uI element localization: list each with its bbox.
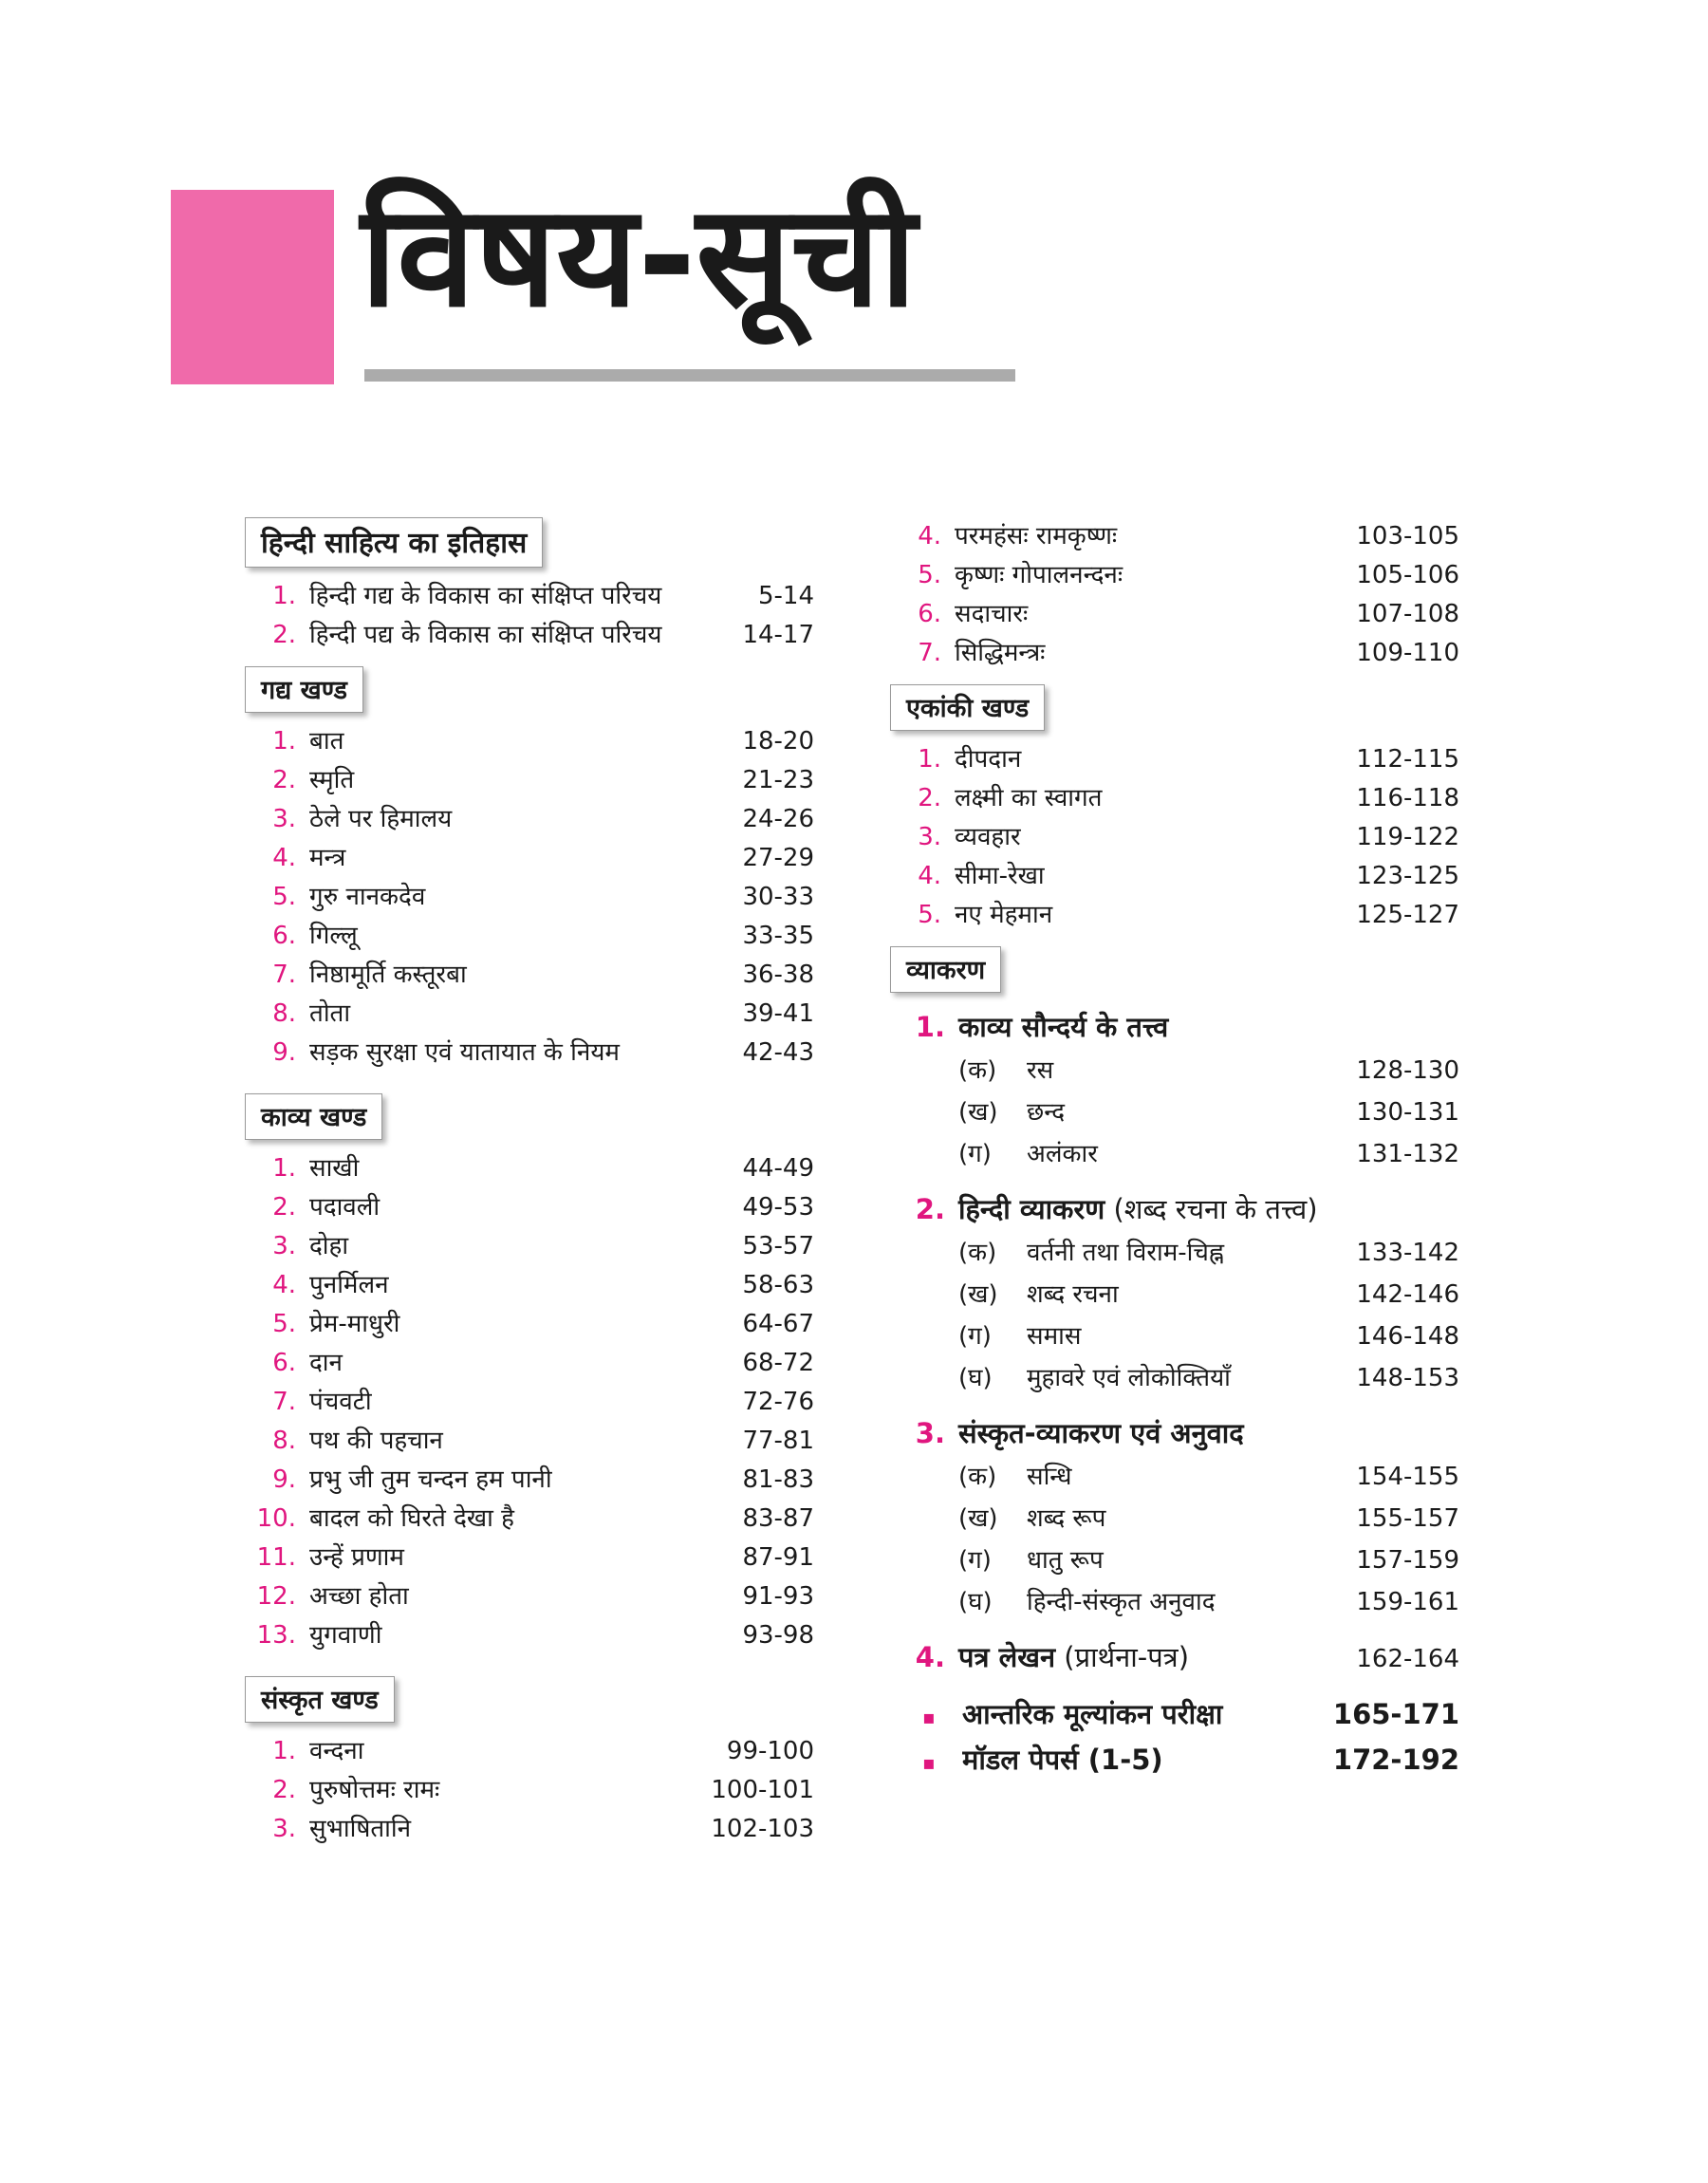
entry-number: 5. (918, 561, 941, 589)
entry-title: सिद्धिमन्त्रः (955, 639, 1046, 667)
entry-number: 2. (272, 621, 296, 649)
entry-pages: 81-83 (742, 1465, 814, 1494)
subentry-pages: 154-155 (1356, 1463, 1459, 1491)
entry-number: 1. (272, 582, 296, 610)
entry-title: पुरुषोत्तमः रामः (309, 1776, 440, 1804)
entry-pages: 77-81 (742, 1427, 814, 1455)
section-sanskrit-continued (890, 517, 1459, 673)
entry-title: हिन्दी पद्य के विकास का संक्षिप्त परिचय (309, 621, 662, 649)
subentry-pages: 133-142 (1356, 1239, 1459, 1267)
entry-number: 2. (918, 784, 941, 812)
toc-entry[interactable] (245, 1188, 814, 1227)
entry-number: 12. (256, 1582, 296, 1611)
entry-title: युगवाणी (309, 1621, 382, 1650)
entry-number: 2. (272, 1193, 296, 1222)
entry-number: 9. (272, 1465, 296, 1494)
group-subtitle: (प्रार्थना-पत्र) (1055, 1641, 1190, 1673)
toc-entry[interactable] (890, 896, 1459, 935)
entry-number: 3. (918, 823, 941, 851)
section-ekanki-khand (890, 684, 1459, 935)
entry-pages: 107-108 (1356, 600, 1459, 628)
entry-pages: 119-122 (1356, 823, 1459, 851)
subentry-title: सन्धि (1027, 1463, 1072, 1491)
square-bullet-icon: ▪ (922, 1706, 936, 1728)
group-heading[interactable] (890, 1008, 1459, 1052)
entry-title: बात (309, 727, 344, 756)
entry-title: दोहा (309, 1232, 349, 1260)
toc-entry[interactable] (245, 1227, 814, 1266)
toc-subentry[interactable] (890, 1093, 1459, 1135)
toc-entry[interactable] (245, 1461, 814, 1500)
entry-title: पथ की पहचान (309, 1427, 443, 1455)
section-heading: काव्य खण्ड (245, 1093, 382, 1140)
toc-subentry[interactable] (890, 1359, 1459, 1401)
entry-pages: 109-110 (1356, 639, 1459, 667)
bullet-title: आन्तरिक मूल्यांकन परीक्षा (962, 1698, 1223, 1730)
vyakaran-group (890, 1190, 1459, 1401)
entry-pages: 125-127 (1356, 901, 1459, 929)
entry-pages: 36-38 (742, 961, 814, 989)
subentry-letter: (ग) (958, 1322, 992, 1351)
group-number: 2. (915, 1193, 945, 1225)
toc-right-column (890, 517, 1459, 1798)
group-title: संस्कृत-व्याकरण एवं अनुवाद (958, 1417, 1244, 1449)
entry-pages: 112-115 (1356, 745, 1459, 774)
entry-number: 2. (272, 766, 296, 794)
entry-title: साखी (309, 1154, 360, 1183)
toc-entry[interactable] (890, 556, 1459, 595)
section-heading: गद्य खण्ड (245, 666, 363, 713)
entry-number: 9. (272, 1038, 296, 1067)
entry-number: 13. (256, 1621, 296, 1650)
toc-entry[interactable] (245, 995, 814, 1034)
toc-bullet-entry[interactable] (890, 1741, 1459, 1786)
entry-pages: 93-98 (742, 1621, 814, 1650)
subentry-letter: (क) (958, 1056, 997, 1085)
subentry-title: मुहावरे एवं लोकोक्तियाँ (1027, 1364, 1231, 1392)
square-bullet-icon: ▪ (922, 1751, 936, 1774)
entry-title: सुभाषितानि (309, 1815, 412, 1843)
toc-entry[interactable] (245, 800, 814, 839)
entry-pages: 116-118 (1356, 784, 1459, 812)
entry-title: पदावली (309, 1193, 381, 1222)
entry-title: दान (309, 1349, 343, 1377)
group-number: 1. (915, 1011, 945, 1043)
group-heading[interactable] (890, 1638, 1459, 1682)
entry-number: 4. (272, 844, 296, 872)
subentry-pages: 142-146 (1356, 1280, 1459, 1309)
toc-left-column (245, 517, 814, 1860)
entry-title: निष्ठामूर्ति कस्तूरबा (309, 961, 467, 989)
subentry-letter: (ख) (958, 1280, 998, 1309)
subentry-title: शब्द रूप (1027, 1504, 1106, 1533)
entry-number: 7. (918, 639, 941, 667)
entry-pages: 30-33 (742, 883, 814, 911)
subentry-pages: 157-159 (1356, 1546, 1459, 1575)
entry-number: 4. (918, 862, 941, 890)
bullet-pages: 172-192 (1332, 1744, 1459, 1776)
section-vyakaran (890, 946, 1459, 1682)
subentry-title: शब्द रचना (1027, 1280, 1119, 1309)
entry-number: 8. (272, 1427, 296, 1455)
toc-subentry[interactable] (890, 1541, 1459, 1583)
toc-entry[interactable] (245, 956, 814, 995)
entry-title: दीपदान (955, 745, 1022, 774)
entry-number: 10. (256, 1504, 296, 1533)
group-subtitle: (शब्द रचना के तत्त्व) (1105, 1193, 1318, 1225)
title-accent-block (171, 190, 334, 384)
toc-entry[interactable] (245, 1305, 814, 1344)
entry-title: उन्हें प्रणाम (309, 1543, 404, 1572)
toc-entry[interactable] (245, 1539, 814, 1577)
entry-title: परमहंसः रामकृष्णः (955, 522, 1118, 550)
section-extras (890, 1695, 1459, 1786)
entry-title: पुनर्मिलन (309, 1271, 389, 1299)
section-gadya-khand (245, 666, 814, 1073)
subentry-letter: (क) (958, 1239, 997, 1267)
entry-pages: 44-49 (742, 1154, 814, 1183)
group-heading[interactable] (890, 1414, 1459, 1458)
toc-entry[interactable] (245, 1422, 814, 1461)
entry-title: व्यवहार (955, 823, 1021, 851)
entry-pages: 49-53 (742, 1193, 814, 1222)
entry-pages: 83-87 (742, 1504, 814, 1533)
page-title: विषय-सूची (361, 175, 917, 338)
entry-title: पंचवटी (309, 1388, 372, 1416)
toc-subentry[interactable] (890, 1583, 1459, 1625)
entry-title: गुरु नानकदेव (309, 883, 426, 911)
entry-title: प्रेम-माधुरी (309, 1310, 400, 1338)
toc-entry[interactable] (245, 1344, 814, 1383)
entry-number: 6. (272, 1349, 296, 1377)
subentry-letter: (घ) (958, 1588, 993, 1616)
entry-number: 3. (272, 1232, 296, 1260)
subentry-pages: 146-148 (1356, 1322, 1459, 1351)
toc-entry[interactable] (245, 1810, 814, 1849)
entry-title: सदाचारः (955, 600, 1029, 628)
subentry-letter: (ग) (958, 1140, 992, 1168)
entry-title: प्रभु जी तुम चन्दन हम पानी (309, 1465, 552, 1494)
toc-entry[interactable] (245, 1577, 814, 1616)
subentry-title: रस (1027, 1056, 1054, 1085)
toc-entry[interactable] (245, 1771, 814, 1810)
toc-entry[interactable] (890, 779, 1459, 818)
toc-entry[interactable] (245, 1149, 814, 1188)
vyakaran-group (890, 1414, 1459, 1625)
toc-entry[interactable] (245, 722, 814, 761)
toc-subentry[interactable] (890, 1458, 1459, 1500)
entry-number: 1. (918, 745, 941, 774)
toc-subentry[interactable] (890, 1135, 1459, 1177)
subentry-pages: 159-161 (1356, 1588, 1459, 1616)
entry-pages: 18-20 (742, 727, 814, 756)
entry-pages: 21-23 (742, 766, 814, 794)
toc-entry[interactable] (890, 740, 1459, 779)
toc-entry[interactable] (245, 1266, 814, 1305)
section-heading: संस्कृत खण्ड (245, 1676, 395, 1723)
toc-entry[interactable] (890, 517, 1459, 556)
entry-number: 5. (918, 901, 941, 929)
section-heading: व्याकरण (890, 946, 1001, 993)
bullet-pages: 165-171 (1332, 1698, 1459, 1730)
entry-number: 4. (272, 1271, 296, 1299)
entry-title: सड़क सुरक्षा एवं यातायात के नियम (309, 1038, 620, 1067)
entry-title: सीमा-रेखा (955, 862, 1045, 890)
entry-number: 3. (272, 1815, 296, 1843)
toc-entry[interactable] (245, 1500, 814, 1539)
entry-number: 1. (272, 1737, 296, 1765)
entry-pages: 39-41 (742, 999, 814, 1028)
entry-pages: 105-106 (1356, 561, 1459, 589)
entry-pages: 91-93 (742, 1582, 814, 1611)
toc-entry[interactable] (890, 818, 1459, 857)
subentry-letter: (क) (958, 1463, 997, 1491)
entry-pages: 102-103 (711, 1815, 814, 1843)
entry-title: स्मृति (309, 766, 355, 794)
toc-subentry[interactable] (890, 1500, 1459, 1541)
entry-number: 7. (272, 1388, 296, 1416)
entry-title: तोता (309, 999, 351, 1028)
entry-number: 2. (272, 1776, 296, 1804)
subentry-letter: (ख) (958, 1504, 998, 1533)
subentry-title: अलंकार (1027, 1140, 1098, 1168)
entry-pages: 42-43 (742, 1038, 814, 1067)
entry-pages: 58-63 (742, 1271, 814, 1299)
group-title: काव्य सौन्दर्य के तत्त्व (958, 1011, 1169, 1043)
title-underline (364, 369, 1015, 382)
toc-entry[interactable] (890, 634, 1459, 673)
entry-pages: 68-72 (742, 1349, 814, 1377)
toc-subentry[interactable] (890, 1317, 1459, 1359)
section-sanskrit-khand (245, 1676, 814, 1849)
toc-entry[interactable] (245, 1034, 814, 1073)
toc-entry[interactable] (245, 1616, 814, 1655)
entry-pages: 87-91 (742, 1543, 814, 1572)
entry-pages: 33-35 (742, 922, 814, 950)
toc-entry[interactable] (245, 878, 814, 917)
entry-title: बादल को घिरते देखा है (309, 1504, 514, 1533)
toc-entry[interactable] (890, 857, 1459, 896)
entry-number: 5. (272, 883, 296, 911)
toc-subentry[interactable] (890, 1052, 1459, 1093)
entry-number: 4. (918, 522, 941, 550)
toc-subentry[interactable] (890, 1276, 1459, 1317)
subentry-pages: 128-130 (1356, 1056, 1459, 1085)
entry-pages: 103-105 (1356, 522, 1459, 550)
entry-number: 11. (256, 1543, 296, 1572)
section-heading: हिन्दी साहित्य का इतिहास (245, 517, 543, 568)
vyakaran-group (890, 1638, 1459, 1682)
bullet-title: मॉडल पेपर्स (1-5) (962, 1744, 1163, 1776)
entry-pages: 123-125 (1356, 862, 1459, 890)
subentry-letter: (ग) (958, 1546, 992, 1575)
entry-number: 1. (272, 727, 296, 756)
subentry-pages: 155-157 (1356, 1504, 1459, 1533)
toc-entry[interactable] (245, 1383, 814, 1422)
subentry-pages: 130-131 (1356, 1098, 1459, 1127)
entry-title: लक्ष्मी का स्वागत (955, 784, 1103, 812)
entry-pages: 14-17 (742, 621, 814, 649)
entry-pages: 24-26 (742, 805, 814, 833)
toc-entry[interactable] (245, 616, 814, 655)
subentry-letter: (घ) (958, 1364, 993, 1392)
subentry-title: हिन्दी-संस्कृत अनुवाद (1027, 1588, 1216, 1616)
entry-title: नए मेहमान (955, 901, 1053, 929)
section-kavya-khand (245, 1093, 814, 1655)
toc-bullet-entry[interactable] (890, 1695, 1459, 1741)
group-pages: 162-164 (1356, 1645, 1459, 1673)
toc-entry[interactable] (245, 761, 814, 800)
subentry-pages: 148-153 (1356, 1364, 1459, 1392)
entry-number: 6. (918, 600, 941, 628)
group-number: 4. (915, 1641, 945, 1673)
entry-title: मन्त्र (309, 844, 346, 872)
group-title: हिन्दी व्याकरण (958, 1193, 1105, 1225)
subentry-pages: 131-132 (1356, 1140, 1459, 1168)
entry-pages: 5-14 (757, 582, 814, 610)
subentry-title: धातु रूप (1027, 1546, 1104, 1575)
toc-entry[interactable] (890, 595, 1459, 634)
group-heading[interactable] (890, 1190, 1459, 1234)
entry-pages: 64-67 (742, 1310, 814, 1338)
entry-number: 3. (272, 805, 296, 833)
entry-number: 7. (272, 961, 296, 989)
entry-pages: 100-101 (711, 1776, 814, 1804)
entry-title: वन्दना (309, 1737, 364, 1765)
subentry-title: समास (1027, 1322, 1082, 1351)
subentry-title: वर्तनी तथा विराम-चिह्न (1027, 1239, 1225, 1267)
entry-pages: 27-29 (742, 844, 814, 872)
entry-pages: 99-100 (726, 1737, 814, 1765)
subentry-letter: (ख) (958, 1098, 998, 1127)
toc-entry[interactable] (245, 839, 814, 878)
subentry-title: छन्द (1027, 1098, 1066, 1127)
group-number: 3. (915, 1417, 945, 1449)
vyakaran-group (890, 1008, 1459, 1177)
toc-entry[interactable] (245, 1732, 814, 1771)
entry-number: 1. (272, 1154, 296, 1183)
section-heading: एकांकी खण्ड (890, 684, 1045, 731)
entry-title: अच्छा होता (309, 1582, 409, 1611)
entry-title: हिन्दी गद्य के विकास का संक्षिप्त परिचय (309, 582, 662, 610)
entry-title: ठेले पर हिमालय (309, 805, 453, 833)
entry-pages: 72-76 (742, 1388, 814, 1416)
toc-entry[interactable] (245, 917, 814, 956)
entry-title: कृष्णः गोपालनन्दनः (955, 561, 1123, 589)
section-hindi-sahitya (245, 517, 814, 655)
entry-number: 5. (272, 1310, 296, 1338)
group-title: पत्र लेखन (958, 1641, 1056, 1673)
entry-pages: 53-57 (742, 1232, 814, 1260)
entry-title: गिल्लू (309, 922, 358, 950)
toc-subentry[interactable] (890, 1234, 1459, 1276)
entry-number: 6. (272, 922, 296, 950)
entry-number: 8. (272, 999, 296, 1028)
toc-entry[interactable] (245, 577, 814, 616)
